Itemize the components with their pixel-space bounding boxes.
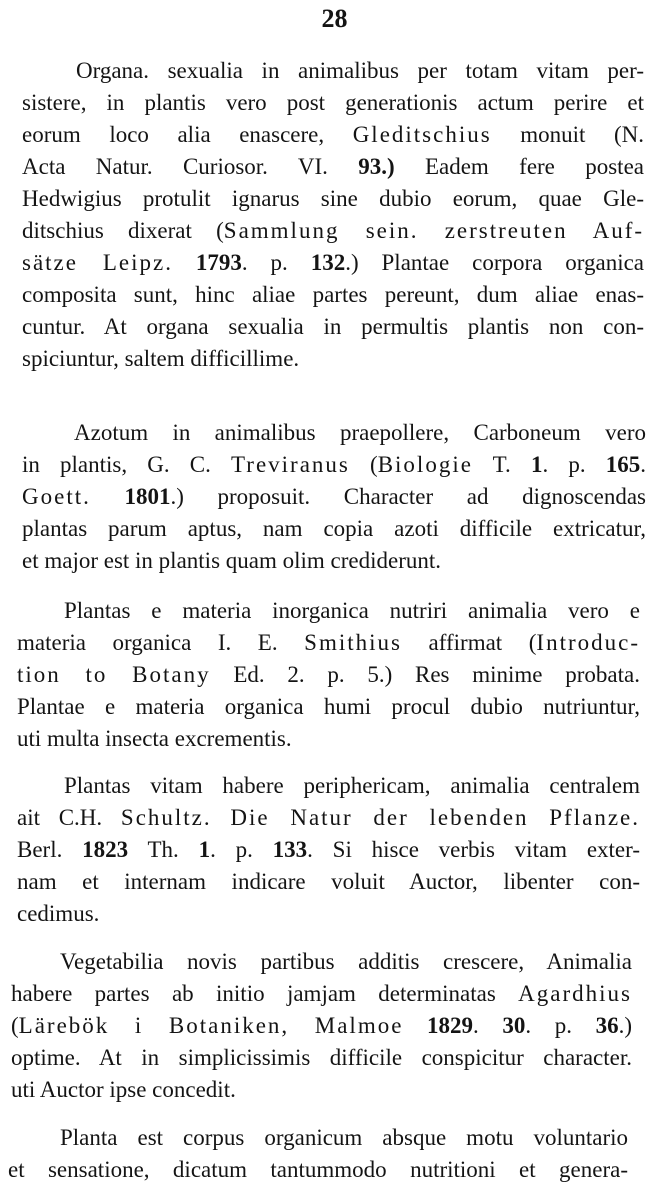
- bold-number: 93.): [358, 154, 395, 179]
- bold-number: 36: [595, 1013, 619, 1038]
- text-line: [17, 691, 640, 723]
- text-line: [17, 723, 640, 755]
- bold-number: 1793: [195, 250, 242, 275]
- text-run: . p.: [542, 452, 606, 477]
- text-run: . p.: [525, 1013, 596, 1038]
- text-line: [17, 898, 640, 930]
- text-line: [60, 946, 632, 978]
- text-run: affirmat (: [401, 630, 537, 655]
- text-run: spiciuntur, saltem difficillime.: [22, 346, 300, 371]
- text-run: Acta Natur. Curiosor. VI.: [22, 154, 359, 179]
- text-line: [22, 449, 646, 481]
- text-run: (: [11, 1013, 19, 1038]
- text-run: [403, 1013, 427, 1038]
- text-line: [17, 866, 640, 898]
- text-line: [76, 55, 644, 87]
- text-run: Berl.: [17, 837, 83, 862]
- text-run: Th.: [128, 837, 199, 862]
- text-line: [22, 151, 644, 183]
- spaced-name: Treviranus: [231, 452, 350, 477]
- text-run: plantas parum aptus, nam copia azoti difficile extricatur,: [22, 516, 646, 541]
- spaced-title: Goett.: [22, 484, 91, 509]
- bold-number: 132: [310, 250, 346, 275]
- text-line: [64, 595, 640, 627]
- text-run: et major est in plantis quam olim crediderunt.: [22, 548, 442, 573]
- text-run: .) proposuit. Character ad dignoscendas: [170, 484, 647, 509]
- page-number: 28: [321, 4, 348, 33]
- spaced-title: sätze Leipz.: [22, 250, 173, 275]
- bold-number: 1801: [124, 484, 171, 509]
- text-line: [22, 513, 646, 545]
- spaced-title: Lärebök i Botaniken, Malmoe: [18, 1013, 404, 1038]
- text-line: [74, 417, 646, 449]
- text-run: [212, 805, 231, 830]
- spaced-name: Agardhius: [518, 981, 632, 1006]
- text-run: [173, 250, 196, 275]
- text-run: ditschius dixerat (: [22, 218, 224, 243]
- spaced-name: Smithius: [304, 630, 402, 655]
- text-run: et sensatione, dicatum tantummodo nutritioni et genera-: [8, 1157, 628, 1182]
- text-line: [22, 279, 644, 311]
- text-run: Hedwigius protulit ignarus sine dubio eorum, quae Gle-: [22, 186, 644, 211]
- text-run: . p.: [241, 250, 311, 275]
- text-run: composita sunt, hinc aliae partes pereunt, dum aliae enas-: [22, 282, 644, 307]
- text-run: uti multa insecta excrementis.: [17, 726, 292, 751]
- text-run: Vegetabilia novis partibus additis crescere, Animalia: [60, 949, 632, 974]
- text-line: [17, 659, 640, 691]
- text-line: [17, 834, 640, 866]
- text-run: materia organica I. E.: [17, 630, 305, 655]
- spaced-title: Biologie: [377, 452, 473, 477]
- text-line: [11, 1074, 632, 1106]
- text-run: eorum loco alia enascere,: [22, 122, 353, 147]
- text-run: .): [618, 1013, 633, 1038]
- text-run: optime. At in simplicissimis difficile conspicitur character.: [11, 1045, 632, 1070]
- text-run: (: [349, 452, 378, 477]
- bold-number: 1: [530, 452, 543, 477]
- text-run: ait C.H.: [17, 805, 121, 830]
- bold-number: 30: [502, 1013, 526, 1038]
- text-line: [22, 247, 644, 279]
- text-run: Plantae e materia organica humi procul dubio nutriuntur,: [17, 694, 640, 719]
- text-line: [22, 545, 646, 577]
- text-run: Azotum in animalibus praepollere, Carboneum vero: [74, 420, 646, 445]
- text-line: [22, 119, 644, 151]
- text-line: [17, 802, 640, 834]
- text-run: cuntur. At organa sexualia in permultis plantis non con-: [22, 314, 644, 339]
- text-run: T.: [472, 452, 531, 477]
- text-run: in plantis, G. C.: [22, 452, 232, 477]
- spaced-name: Schultz.: [120, 805, 212, 830]
- text-run: . Si hisce verbis vitam exter-: [307, 837, 640, 862]
- text-line: [60, 1122, 628, 1154]
- text-run: [91, 484, 125, 509]
- text-line: [8, 1154, 628, 1186]
- spaced-name: Gleditschius: [352, 122, 492, 147]
- text-line: [64, 770, 640, 802]
- text-line: [22, 481, 646, 513]
- text-line: [11, 1010, 632, 1042]
- text-run: .) Plantae corpora organica: [345, 250, 645, 275]
- text-line: [22, 311, 644, 343]
- text-line: [22, 183, 644, 215]
- text-run: cedimus.: [17, 901, 100, 926]
- spaced-title: Introduc-: [536, 630, 640, 655]
- text-run: uti Auctor ipse concedit.: [11, 1077, 236, 1102]
- spaced-title: Die Natur der lebenden Pflanze.: [230, 805, 640, 830]
- text-run: Ed. 2. p. 5.) Res minime probata.: [210, 662, 640, 687]
- text-run: Plantas vitam habere periphericam, animalia centralem: [64, 773, 640, 798]
- text-run: Planta est corpus organicum absque motu voluntario: [60, 1125, 628, 1150]
- text-line: [11, 1042, 632, 1074]
- bold-number: 1829: [427, 1013, 474, 1038]
- bold-number: 1823: [82, 837, 129, 862]
- text-line: [11, 978, 632, 1010]
- text-line: [22, 87, 644, 119]
- text-run: sistere, in plantis vero post generationis actum perire et: [22, 90, 644, 115]
- text-run: Plantas e materia inorganica nutriri animalia vero e: [64, 598, 640, 623]
- bold-number: 133: [272, 837, 308, 862]
- bold-number: 1: [198, 837, 211, 862]
- bold-number: 165: [605, 452, 641, 477]
- text-line: [17, 627, 640, 659]
- text-run: . p.: [210, 837, 273, 862]
- text-run: habere partes ab initio jamjam determinatas: [11, 981, 519, 1006]
- spaced-title: tion to Botany: [17, 662, 211, 687]
- text-line: [22, 343, 644, 375]
- text-run: nam et internam indicare voluit Auctor, libenter con-: [17, 869, 640, 894]
- text-run: .: [640, 452, 646, 477]
- spaced-title: Sammlung sein. zerstreuten Auf-: [223, 218, 645, 243]
- text-run: monuit (N.: [491, 122, 644, 147]
- text-run: Organa. sexualia in animalibus per totam vitam per-: [76, 58, 644, 83]
- text-line: [22, 215, 644, 247]
- text-run: Eadem fere postea: [394, 154, 644, 179]
- text-run: .: [473, 1013, 503, 1038]
